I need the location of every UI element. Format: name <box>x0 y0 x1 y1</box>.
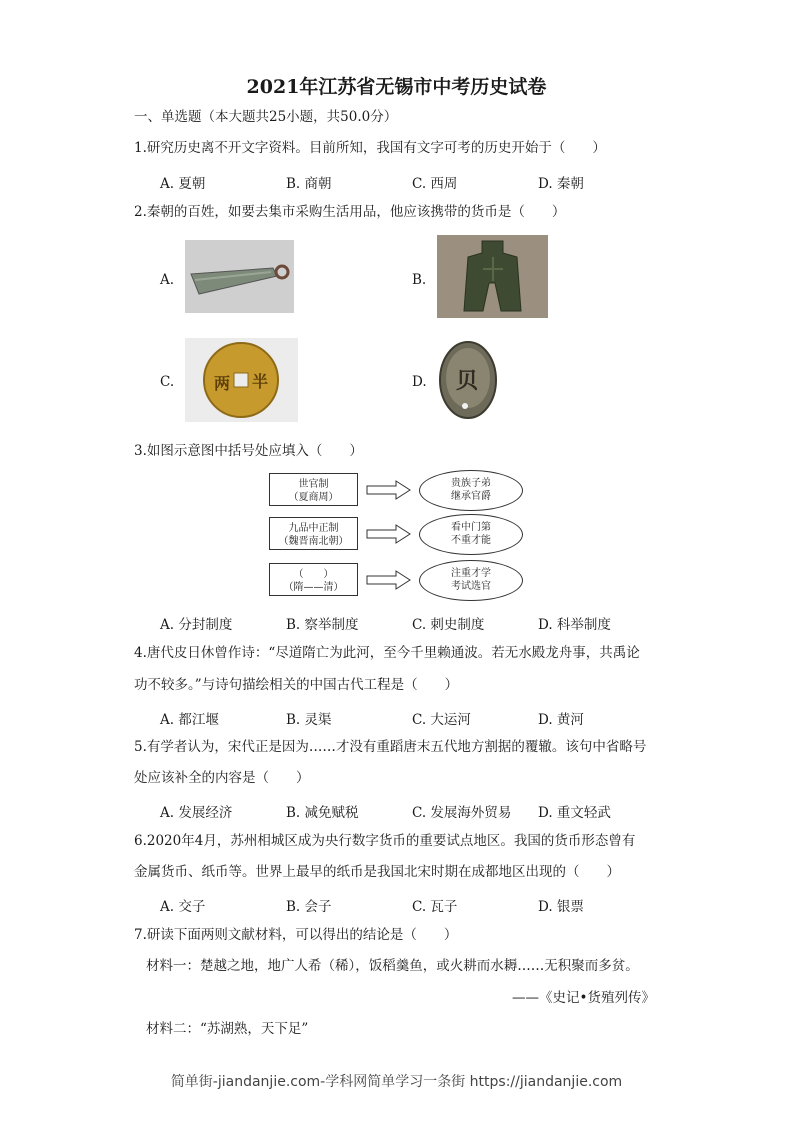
q2-option-b[interactable]: B. <box>412 272 427 288</box>
round-coin-icon <box>185 338 298 422</box>
box-2-line-1: 九品中正制 <box>288 523 339 534</box>
ellipse-1-line-1: 贵族子弟 <box>451 478 491 489</box>
diagram-box-1 <box>269 473 358 506</box>
q2-option-c[interactable]: C. <box>160 374 175 390</box>
q4-option-a[interactable]: A. 都江堰 <box>160 712 219 728</box>
q6-option-a[interactable]: A. 交子 <box>160 899 206 915</box>
diagram-box-3 <box>269 563 358 596</box>
diagram-ellipse-2 <box>419 514 523 555</box>
q3-option-b[interactable]: B. 察举制度 <box>286 617 359 633</box>
ant-nose-coin-image <box>437 338 500 422</box>
question-4-line-2: 功不较多。”与诗句描绘相关的中国古代工程是（ ） <box>134 677 459 693</box>
box-3-line-2: （隋——清） <box>283 582 344 593</box>
box-1-line-2: （夏商周） <box>288 492 339 503</box>
section-heading: 一、单选题（本大题共25小题，共50.0分） <box>134 109 398 125</box>
coin-char-1: 半 <box>252 372 269 391</box>
q4-option-b[interactable]: B. 灵渠 <box>286 712 332 728</box>
ellipse-2-line-2: 不重才能 <box>451 535 491 546</box>
q3-option-a[interactable]: A. 分封制度 <box>160 617 233 633</box>
question-6-line-1: 6.2020年4月，苏州相城区成为央行数字货币的重要试点地区。我国的货币形态曾有 <box>134 833 636 849</box>
box-2-line-2: （魏晋南北朝） <box>278 536 349 547</box>
q5-option-a[interactable]: A. 发展经济 <box>160 805 233 821</box>
ban-liang-coin-image <box>185 338 298 422</box>
q1-option-c[interactable]: C. 西周 <box>412 176 458 192</box>
question-5-line-2: 处应该补全的内容是（ ） <box>134 770 310 786</box>
arrow-icon <box>366 570 412 590</box>
ellipse-2-line-1: 看中门第 <box>451 522 491 533</box>
arrow-icon <box>366 480 412 500</box>
q6-option-b[interactable]: B. 会子 <box>286 899 332 915</box>
question-5-line-1: 5.有学者认为，宋代正是因为……才没有重蹈唐末五代地方割据的覆辙。该句中省略号 <box>134 739 647 755</box>
q3-option-c[interactable]: C. 刺史制度 <box>412 617 485 633</box>
q5-option-c[interactable]: C. 发展海外贸易 <box>412 805 512 821</box>
q4-option-d[interactable]: D. 黄河 <box>538 712 584 728</box>
knife-coin-icon <box>185 240 294 313</box>
q2-option-a[interactable]: A. <box>160 272 175 288</box>
q1-option-d[interactable]: D. 秦朝 <box>538 176 584 192</box>
diagram-box-2 <box>269 517 358 550</box>
question-3-stem: 3.如图示意图中括号处应填入（ ） <box>134 443 363 459</box>
q5-option-b[interactable]: B. 减免赋税 <box>286 805 359 821</box>
q3-option-d[interactable]: D. 科举制度 <box>538 617 611 633</box>
question-4-line-1: 4.唐代皮日休曾作诗：“尽道隋亡为此河，至今千里赖通波。若无水殿龙舟事，共禹论 <box>134 645 640 661</box>
q2-option-d[interactable]: D. <box>412 374 427 390</box>
ellipse-3-line-1: 注重才学 <box>451 568 491 579</box>
q6-option-c[interactable]: C. 瓦子 <box>412 899 458 915</box>
question-7-stem: 7.研读下面两则文献材料，可以得出的结论是（ ） <box>134 927 458 943</box>
box-1-line-1: 世官制 <box>298 479 329 490</box>
q5-option-d[interactable]: D. 重文轻武 <box>538 805 611 821</box>
q1-option-b[interactable]: B. 商朝 <box>286 176 332 192</box>
q6-option-d[interactable]: D. 银票 <box>538 899 584 915</box>
knife-coin-image <box>185 240 294 313</box>
box-3-line-1: （ ） <box>293 569 334 580</box>
material-1-source: ——《史记•货殖列传》 <box>512 990 655 1006</box>
diagram-ellipse-1 <box>419 470 523 511</box>
spade-coin-image <box>437 235 548 318</box>
question-6-line-2: 金属货币、纸币等。世界上最早的纸币是我国北宋时期在成都地区出现的（ ） <box>134 864 620 880</box>
material-1: 材料一：楚越之地，地广人希（稀），饭稻羹鱼，或火耕而水耨……无积聚而多贫。 <box>146 958 639 974</box>
page-footer: 简单街-jiandanjie.com-学科网简单学习一条街 https://jiandanjie.com <box>170 1074 623 1090</box>
coin-char-2: 两 <box>214 374 231 393</box>
ellipse-3-line-2: 考试选官 <box>451 581 491 592</box>
question-2-stem: 2.秦朝的百姓，如要去集市采购生活用品，他应该携带的货币是（ ） <box>134 204 566 220</box>
shell-coin-char: 贝 <box>456 368 479 394</box>
material-2: 材料二：“苏湖熟，天下足” <box>146 1021 309 1037</box>
spade-coin-icon <box>437 235 548 318</box>
page-title: 2021年江苏省无锡市中考历史试卷 <box>246 76 547 98</box>
question-1-stem: 1.研究历史离不开文字资料。目前所知，我国有文字可考的历史开始于（ ） <box>134 140 606 156</box>
q4-option-c[interactable]: C. 大运河 <box>412 712 471 728</box>
arrow-icon <box>366 524 412 544</box>
diagram-ellipse-3 <box>419 560 523 601</box>
q1-option-a[interactable]: A. 夏朝 <box>160 176 206 192</box>
ellipse-1-line-2: 继承官爵 <box>451 491 491 502</box>
